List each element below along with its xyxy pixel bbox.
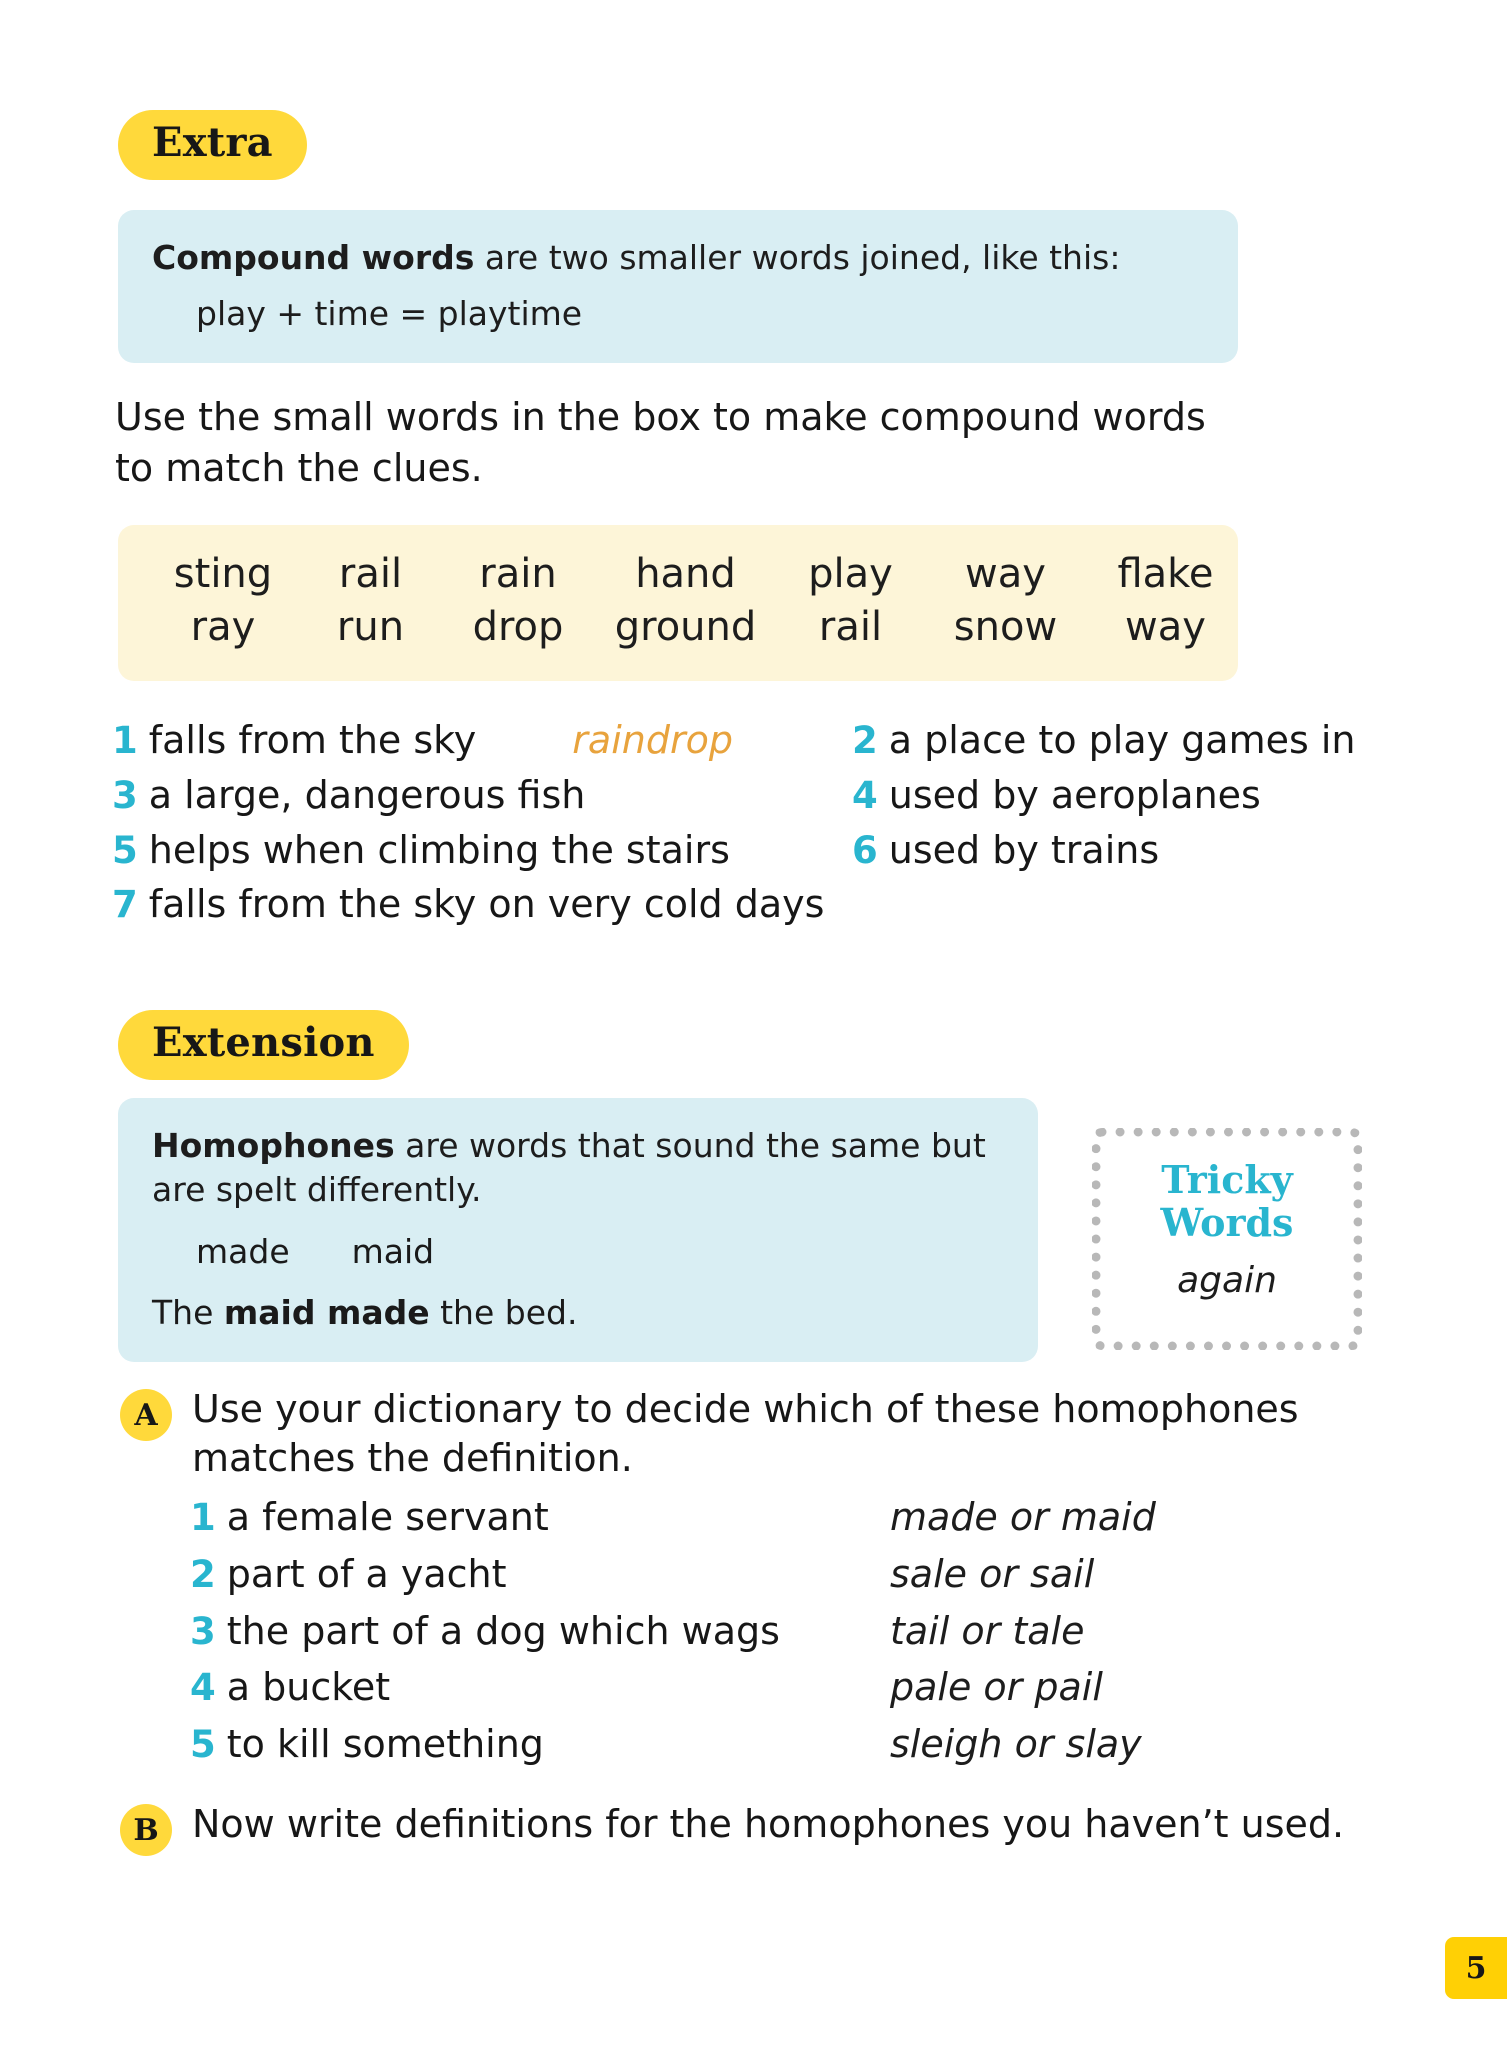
word-bank-word: rail <box>338 551 403 597</box>
clue-item-5 <box>112 828 852 873</box>
clue-row <box>112 882 1402 927</box>
homophone-example-maid: maid <box>351 1232 435 1272</box>
clue-item-7 <box>112 882 852 927</box>
homophone-definition-cell <box>190 1552 890 1597</box>
word-bank <box>118 525 1238 681</box>
word-bank-word: way <box>965 551 1046 597</box>
instruction-text: Use the small words in the box to make compound words to match the clues. <box>115 395 1206 490</box>
homophone-options: made or maid <box>890 1495 1156 1539</box>
task-b <box>120 1800 1400 1856</box>
word-bank-row-1 <box>148 551 1214 598</box>
task-b-text: Now write definitions for the homophones you haven’t used. <box>192 1802 1345 1846</box>
clue-list <box>112 718 1402 937</box>
homophone-term: Homophones <box>152 1126 395 1165</box>
homophone-definition-rest: are words that sound the same but are spelt differently. <box>152 1126 986 1210</box>
homophone-options: tail or tale <box>890 1608 1085 1653</box>
item-definition: a bucket <box>226 1665 391 1710</box>
homophone-sentence <box>152 1293 1004 1332</box>
word-bank-word: snow <box>953 604 1058 651</box>
clue-number: 3 <box>112 773 138 817</box>
clue-number: 1 <box>112 719 138 762</box>
word-bank-word: run <box>336 604 405 651</box>
homophone-options: pale or pail <box>890 1665 1103 1710</box>
list-item <box>190 1722 1390 1767</box>
item-definition: to kill something <box>226 1722 544 1767</box>
clue-item-2 <box>852 718 1392 763</box>
item-number: 4 <box>190 1666 216 1710</box>
clue-text: helps when climbing the stairs <box>148 827 730 872</box>
tricky-words-title-line-1: Tricky <box>1161 1157 1293 1202</box>
word-bank-word: ground <box>614 604 757 651</box>
compound-term: Compound words <box>152 238 475 277</box>
clue-item-4 <box>852 773 1392 818</box>
homophone-definition <box>152 1124 1004 1212</box>
clue-item-1 <box>112 718 852 763</box>
clue-text: used by trains <box>888 827 1160 872</box>
clue-item-6 <box>852 828 1392 873</box>
clue-number: 2 <box>852 719 878 762</box>
word-bank-word: sting <box>173 551 273 597</box>
clue-number: 6 <box>852 828 878 872</box>
sentence-post: the bed. <box>429 1293 578 1333</box>
homophone-options: sleigh or slay <box>890 1722 1142 1767</box>
compound-definition <box>152 236 1204 280</box>
clue-item-3 <box>112 773 852 818</box>
homophone-options: sale or sail <box>890 1551 1095 1596</box>
homophone-example-made: made <box>196 1232 290 1272</box>
clue-text: falls from the sky <box>148 718 477 762</box>
clue-number: 5 <box>112 828 138 872</box>
list-item <box>190 1552 1390 1597</box>
clue-text: a place to play games in <box>888 718 1356 762</box>
word-bank-word: hand <box>635 551 736 597</box>
homophones-info-box <box>118 1098 1038 1362</box>
clue-text: falls from the sky on very cold days <box>148 882 825 927</box>
homophone-definition-cell <box>190 1722 890 1767</box>
list-item <box>190 1609 1390 1654</box>
item-definition: part of a yacht <box>226 1551 507 1596</box>
section-heading-extra: Extra <box>118 110 307 180</box>
homophone-definition-cell <box>190 1609 890 1654</box>
sentence-pre: The <box>152 1293 224 1333</box>
clue-text: used by aeroplanes <box>888 772 1261 817</box>
item-number: 3 <box>190 1609 216 1653</box>
homophone-definition-cell <box>190 1495 890 1540</box>
word-bank-word: rail <box>818 604 883 651</box>
word-bank-word: drop <box>472 604 564 651</box>
clue-number: 7 <box>112 883 138 927</box>
item-definition: a female servant <box>226 1495 549 1539</box>
word-bank-word: play <box>808 551 893 597</box>
compound-words-info-box <box>118 210 1238 363</box>
clue-row <box>112 773 1402 818</box>
word-bank-word: ray <box>190 604 256 651</box>
sentence-bold: maid made <box>223 1293 430 1333</box>
task-a <box>120 1385 1400 1484</box>
list-item <box>190 1495 1390 1540</box>
tricky-word: again <box>1177 1260 1277 1302</box>
task-letter-badge-a: A <box>120 1389 172 1441</box>
word-bank-word: rain <box>479 551 557 597</box>
compound-example: play + time = playtime <box>196 294 583 334</box>
item-number: 1 <box>190 1496 216 1539</box>
task-a-text: Use your dictionary to decide which of these homophones matches the definition. <box>192 1387 1299 1481</box>
clue-row <box>112 718 1402 763</box>
page-number-badge: 5 <box>1445 1937 1507 1999</box>
section-heading-extension: Extension <box>118 1010 409 1080</box>
homophone-question-list <box>190 1495 1390 1779</box>
word-bank-word: way <box>1125 604 1206 651</box>
item-definition: the part of a dog which wags <box>226 1608 780 1653</box>
word-bank-row-2 <box>148 604 1208 651</box>
compound-definition-rest: are two smaller words joined, like this: <box>474 238 1121 277</box>
task-letter-badge-b: B <box>120 1804 172 1856</box>
word-bank-word: flake <box>1117 551 1214 597</box>
clue-number: 4 <box>852 773 878 817</box>
clue-row <box>112 828 1402 873</box>
clue-answer: raindrop <box>572 718 733 762</box>
list-item <box>190 1665 1390 1710</box>
clue-text: a large, dangerous fish <box>148 772 586 817</box>
item-number: 5 <box>190 1723 216 1767</box>
homophone-definition-cell <box>190 1665 890 1710</box>
tricky-words-title-line-2: Words <box>1160 1199 1294 1245</box>
homophone-examples <box>152 1232 1004 1271</box>
item-number: 2 <box>190 1552 216 1596</box>
tricky-words-box <box>1092 1128 1362 1350</box>
